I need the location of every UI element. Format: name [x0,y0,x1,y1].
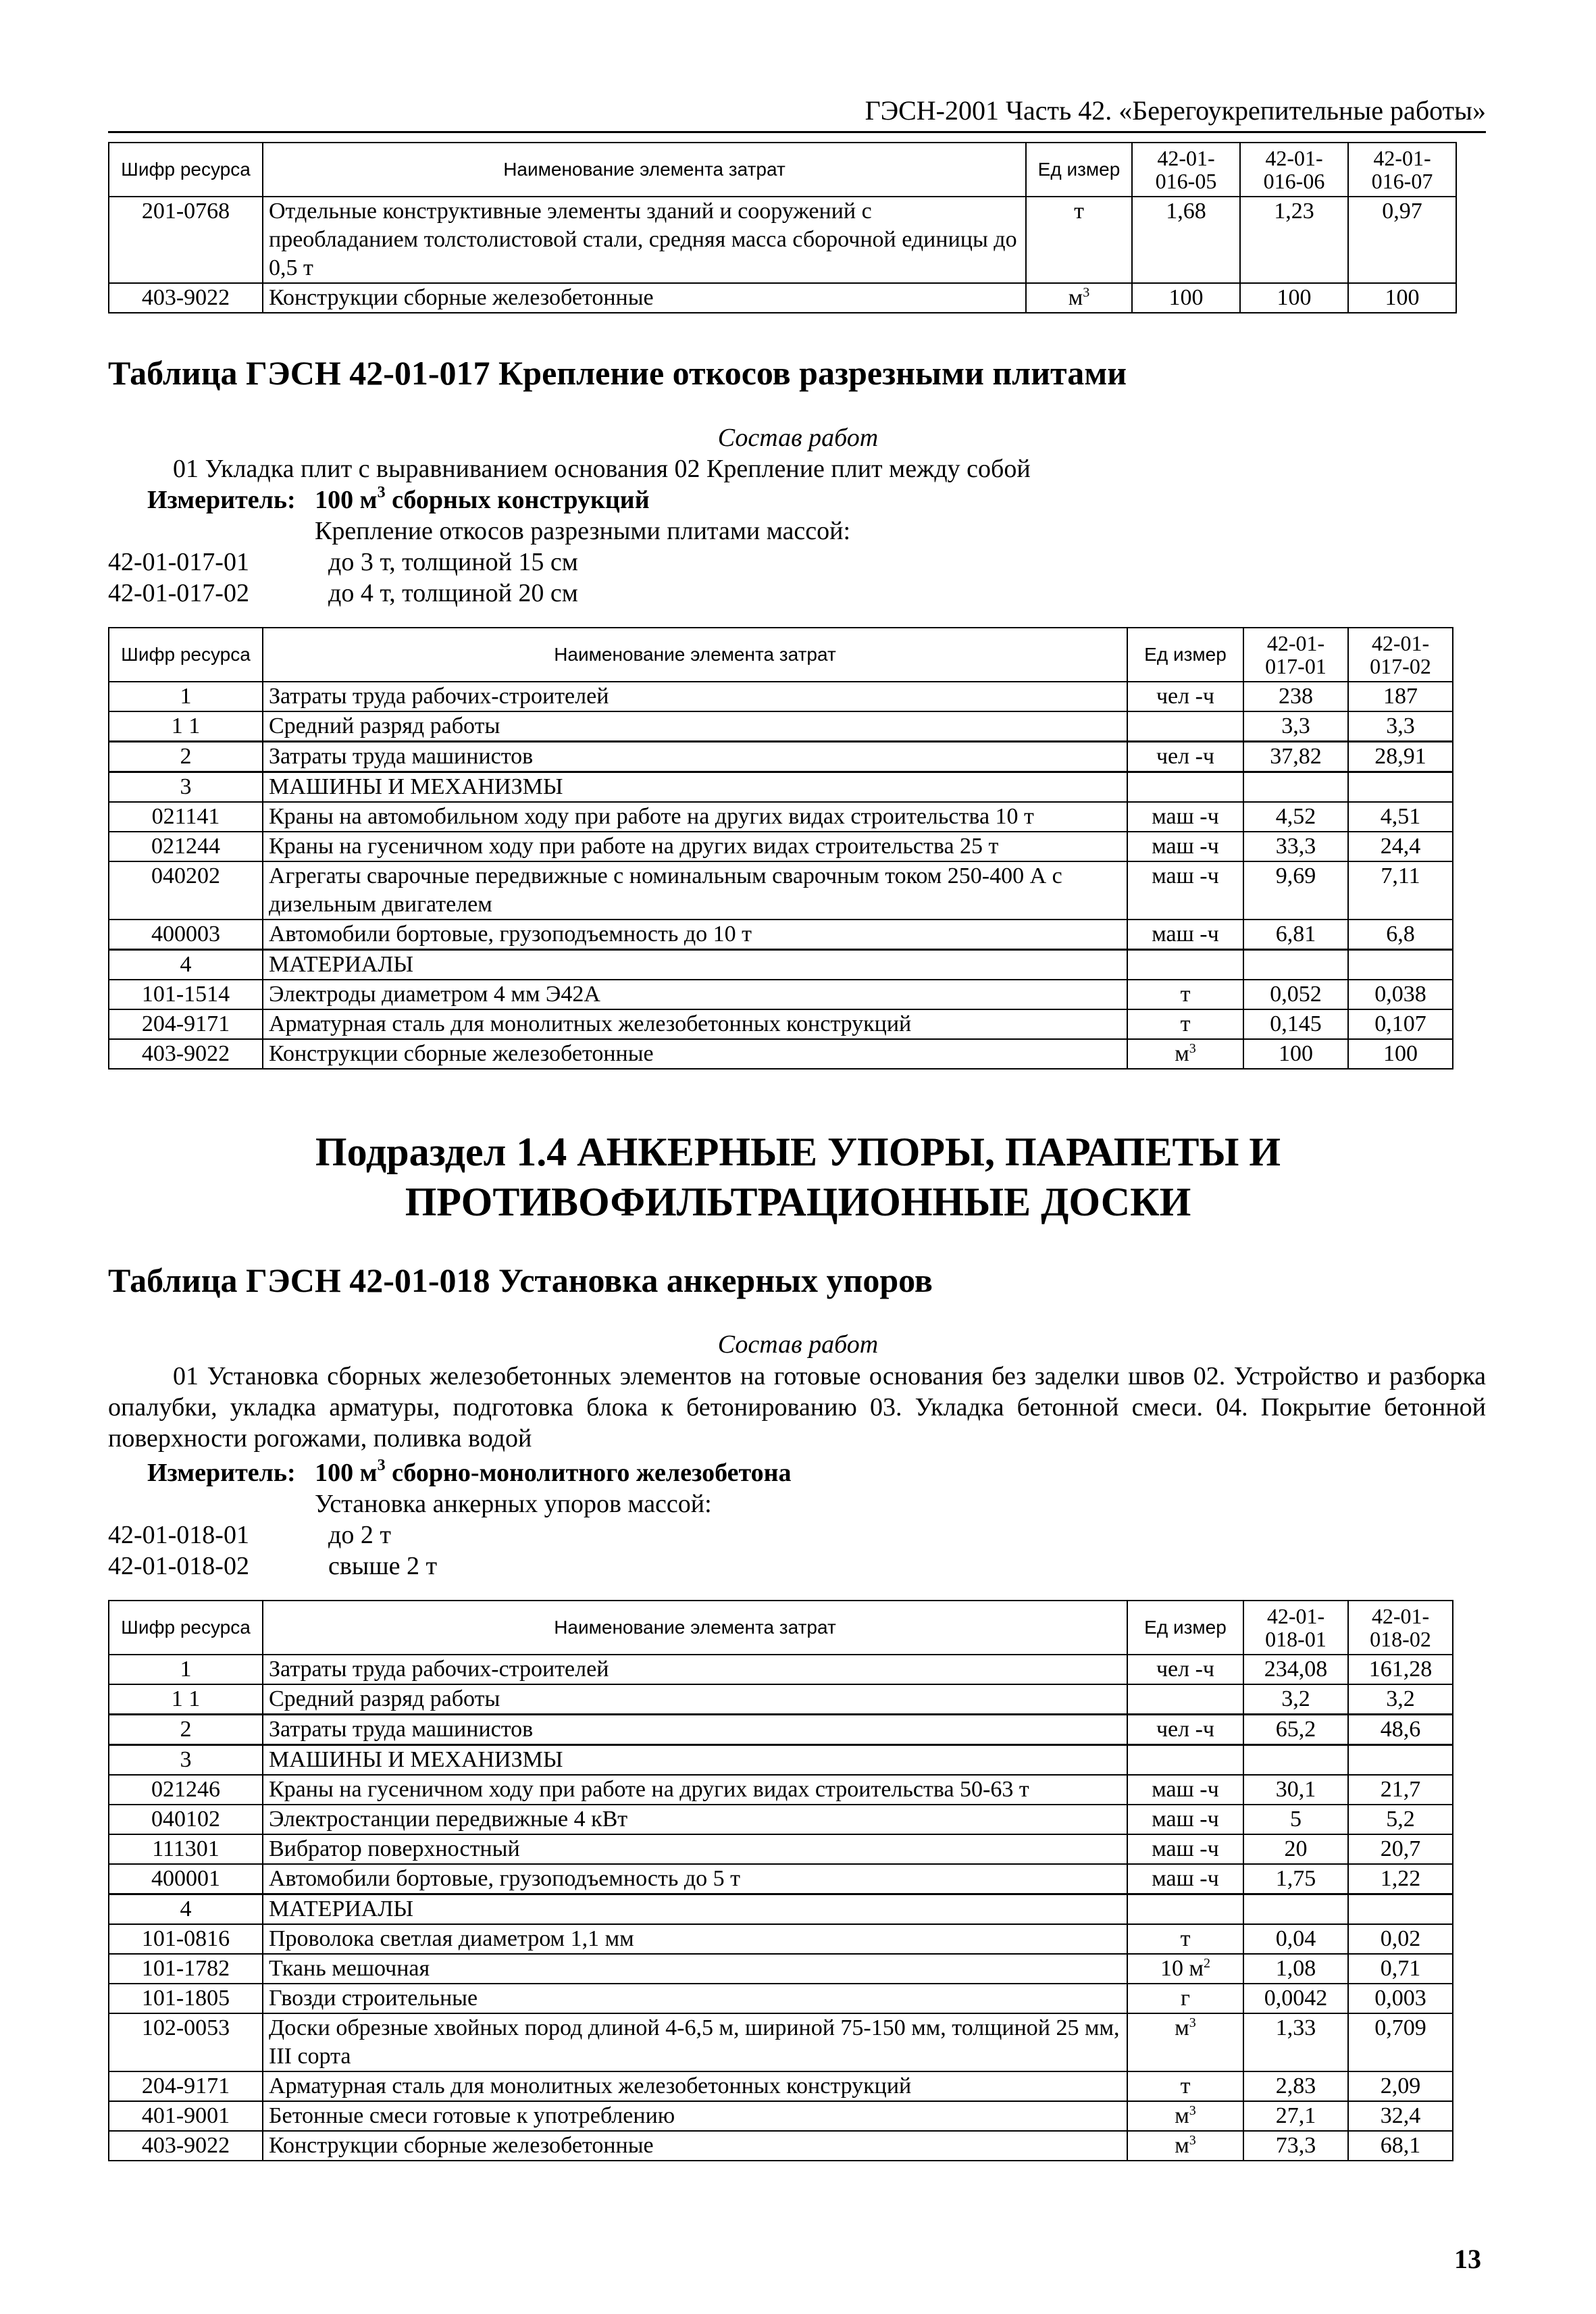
resource-name-cell: Краны на гусеничном ходу при работе на других видах строительства 25 т [263,832,1127,861]
resource-name-cell: Краны на гусеничном ходу при работе на других видах строительства 50-63 т [263,1775,1127,1805]
value-cell: 0,038 [1348,980,1453,1009]
value-cell: 30,1 [1243,1775,1348,1805]
table-row [109,2101,1453,2131]
resource-name-cell: Вибратор поверхностный [263,1834,1127,1864]
table-row [109,1655,1453,1684]
resource-code-cell: 021141 [109,802,263,832]
resource-code-cell: 1 [109,682,263,711]
value-cell: 238 [1243,682,1348,711]
unit-label: т [1180,1926,1191,1951]
table-017-title: Таблица ГЭСН 42-01-017 Крепление откосов разрезными плитами [108,354,1127,392]
resource-code-cell: 111301 [109,1834,263,1864]
unit-label: т [1180,2073,1191,2098]
value-cell: 2,09 [1348,2071,1453,2101]
unit-cell [1127,1924,1243,1954]
resource-name-cell: Затраты труда машинистов [263,1715,1127,1745]
resource-code-cell: 2 [109,1715,263,1745]
value-cell: 0,02 [1348,1924,1453,1954]
unit-cell [1127,711,1243,742]
value-cell [1348,1745,1453,1776]
unit-label: $м^3$ [1175,2103,1196,2128]
table-row [109,1009,1453,1039]
resource-code-cell: 4 [109,1894,263,1925]
variant-code: 42-01-017-01 [108,548,249,576]
unit-label: т [1180,1011,1191,1036]
resource-code-cell: 040202 [109,861,263,920]
unit-label: маш -ч [1152,1866,1219,1891]
resource-code-cell: 101-1514 [109,980,263,1009]
section-row [109,950,1453,980]
resource-name-cell: МАТЕРИАЛЫ [263,950,1127,980]
unit-cell [1127,1655,1243,1684]
unit-label: маш -ч [1152,1807,1219,1832]
header-name: Наименование элемента затрат [263,628,1127,682]
resource-name-cell: Проволока светлая диаметром 1,1 мм [263,1924,1127,1954]
resource-code-cell: 400003 [109,920,263,950]
header-variant: 42-01-016-06 [1240,143,1348,197]
unit-cell [1127,1954,1243,1984]
resource-table-016 [108,142,1457,313]
table-row [109,1715,1453,1745]
table-row [109,2071,1453,2101]
works-list-018: 01 Установка сборных железобетонных элементов на готовые основания без заделки швов 02. Устройство и разборка опалубки, укладка арматуры, подготовка блока к бетонированию 03. Укладка бетонной смеси. 04. Покрытие бетонной поверхности рогожами, поливка водой [108,1362,1486,1453]
resource-name-cell: Электростанции передвижные 4 кВт [263,1805,1127,1834]
unit-cell [1127,832,1243,861]
resource-code-cell: 403-9022 [109,2131,263,2161]
value-cell: 73,3 [1243,2131,1348,2161]
value-cell: 161,28 [1348,1655,1453,1684]
meter-018: Измеритель: 100 $м^3$ сборно-монолитного железобетона [147,1457,792,1487]
value-cell [1243,1894,1348,1925]
unit-label: маш -ч [1152,922,1219,947]
unit-cell [1127,1039,1243,1069]
value-cell: 48,6 [1348,1715,1453,1745]
value-cell: 2,83 [1243,2071,1348,2101]
value-cell: 4,51 [1348,802,1453,832]
table-row [109,283,1456,313]
resource-code-cell: 1 [109,1655,263,1684]
resource-code-cell: 204-9171 [109,2071,263,2101]
resource-name-cell: Арматурная сталь для монолитных железобетонных конструкций [263,1009,1127,1039]
running-title: ГЭСН-2001 Часть 42. «Берегоукрепительные работы» [865,95,1486,126]
table-row [109,1864,1453,1894]
unit-label: чел -ч [1156,744,1215,769]
table-row [109,980,1453,1009]
value-cell: 6,8 [1348,920,1453,950]
value-cell: 0,107 [1348,1009,1453,1039]
unit-cell [1127,2071,1243,2101]
unit-label: т [1074,199,1084,224]
value-cell: 3,2 [1348,1684,1453,1715]
section-row [109,1745,1453,1776]
header-code: Шифр ресурса [109,1601,263,1655]
unit-cell [1127,1894,1243,1925]
value-cell: 0,003 [1348,1984,1453,2013]
resource-name-cell: Конструкции сборные железобетонные [263,283,1026,313]
resource-name-cell: Конструкции сборные железобетонные [263,1039,1127,1069]
value-cell: 3,3 [1243,711,1348,742]
header-code: Шифр ресурса [109,143,263,197]
header-variant: 42-01-018-02 [1348,1601,1453,1655]
table-row [109,1954,1453,1984]
sostav-label-018: Состав работ [717,1330,879,1359]
value-cell [1243,1745,1348,1776]
value-cell: 1,08 [1243,1954,1348,1984]
value-cell: 100 [1132,283,1240,313]
value-cell: 1,22 [1348,1864,1453,1894]
resource-code-cell: 401-9001 [109,2101,263,2131]
page-number: 13 [1454,2244,1481,2274]
resource-name-cell: Средний разряд работы [263,711,1127,742]
unit-cell [1127,861,1243,920]
table-row [109,197,1456,283]
header-variant: 42-01-016-07 [1348,143,1456,197]
meter-017: Измеритель: 100 $м^3$ сборных конструкций [147,484,650,514]
unit-cell [1127,1864,1243,1894]
value-cell: 6,81 [1243,920,1348,950]
unit-cell [1127,1009,1243,1039]
value-cell [1348,950,1453,980]
unit-label: 10 $м^2$ [1160,1956,1210,1981]
value-cell: 68,1 [1348,2131,1453,2161]
resource-code-cell: 403-9022 [109,283,263,313]
unit-label: чел -ч [1156,1657,1215,1682]
unit-cell [1127,1775,1243,1805]
value-cell: 0,052 [1243,980,1348,1009]
resource-name-cell: Электроды диаметром 4 мм Э42А [263,980,1127,1009]
value-cell: 100 [1240,283,1348,313]
value-cell: 234,08 [1243,1655,1348,1684]
resource-name-cell: МАШИНЫ И МЕХАНИЗМЫ [263,1745,1127,1776]
resource-name-cell: Гвозди строительные [263,1984,1127,2013]
unit-cell [1127,1805,1243,1834]
value-cell: 0,97 [1348,197,1456,283]
table-row [109,1834,1453,1864]
unit-cell [1127,1715,1243,1745]
value-cell [1243,772,1348,803]
value-cell: 187 [1348,682,1453,711]
resource-code-cell: 2 [109,742,263,772]
unit-label: чел -ч [1156,684,1215,709]
resource-code-cell: 400001 [109,1864,263,1894]
resource-name-cell: Автомобили бортовые, грузоподъемность до 5 т [263,1864,1127,1894]
unit-label: маш -ч [1152,1836,1219,1861]
table-row [109,920,1453,950]
unit-cell [1127,1984,1243,2013]
subsection-line: Подраздел 1.4 АНКЕРНЫЕ УПОРЫ, ПАРАПЕТЫ И [315,1130,1281,1174]
table-row [109,711,1453,742]
resource-name-cell: Агрегаты сварочные передвижные с номинальным сварочным током 250-400 А с дизельным двигателем [263,861,1127,920]
table-row [109,1684,1453,1715]
header-unit: Ед измер [1127,1601,1243,1655]
value-cell: 100 [1348,283,1456,313]
resource-code-cell: 4 [109,950,263,980]
value-cell: 33,3 [1243,832,1348,861]
unit-cell [1127,980,1243,1009]
value-cell: 20,7 [1348,1834,1453,1864]
unit-cell [1127,2101,1243,2131]
unit-label: $м^3$ [1175,2015,1196,2040]
value-cell: 1,23 [1240,197,1348,283]
table-row [109,1039,1453,1069]
unit-cell [1127,742,1243,772]
table-018-title: Таблица ГЭСН 42-01-018 Установка анкерных упоров [108,1261,933,1299]
subsection-heading [0,1127,1596,1227]
value-cell: 5 [1243,1805,1348,1834]
resource-name-cell: МАШИНЫ И МЕХАНИЗМЫ [263,772,1127,803]
value-cell: 32,4 [1348,2101,1453,2131]
resource-name-cell: Автомобили бортовые, грузоподъемность до 10 т [263,920,1127,950]
unit-label: маш -ч [1152,834,1219,859]
resource-code-cell: 102-0053 [109,2013,263,2071]
value-cell: 3,2 [1243,1684,1348,1715]
unit-label: $м^3$ [1175,1041,1196,1066]
value-cell: 1,75 [1243,1864,1348,1894]
resource-name-cell: Затраты труда машинистов [263,742,1127,772]
unit-cell [1127,802,1243,832]
table-row [109,861,1453,920]
table-row [109,1924,1453,1954]
unit-cell [1127,920,1243,950]
value-cell: 0,71 [1348,1954,1453,1984]
value-cell [1243,950,1348,980]
unit-label: маш -ч [1152,1777,1219,1802]
table-row [109,682,1453,711]
value-cell: 100 [1348,1039,1453,1069]
section-row [109,772,1453,803]
resource-name-cell: Отдельные конструктивные элементы зданий и сооружений с преобладанием толстолистовой стали, средняя масса сборочной единицы до 0,5 т [263,197,1026,283]
variant-code: 42-01-017-02 [108,579,249,607]
value-cell: 7,11 [1348,861,1453,920]
value-cell: 21,7 [1348,1775,1453,1805]
resource-name-cell: Конструкции сборные железобетонные [263,2131,1127,2161]
unit-cell [1127,1834,1243,1864]
header-name: Наименование элемента затрат [263,1601,1127,1655]
value-cell: 1,33 [1243,2013,1348,2071]
resource-code-cell: 101-1782 [109,1954,263,1984]
value-cell [1348,772,1453,803]
resource-code-cell: 201-0768 [109,197,263,283]
unit-label: чел -ч [1156,1717,1215,1742]
unit-cell [1127,950,1243,980]
value-cell: 0,04 [1243,1924,1348,1954]
table-row [109,1775,1453,1805]
value-cell: 37,82 [1243,742,1348,772]
resource-code-cell: 204-9171 [109,1009,263,1039]
header-variant: 42-01-016-05 [1132,143,1240,197]
value-cell: 100 [1243,1039,1348,1069]
resource-name-cell: Арматурная сталь для монолитных железобетонных конструкций [263,2071,1127,2101]
unit-cell [1026,197,1132,283]
resource-code-cell: 101-1805 [109,1984,263,2013]
header-variant: 42-01-017-02 [1348,628,1453,682]
unit-cell [1127,2013,1243,2071]
resource-code-cell: 1 1 [109,711,263,742]
section-row [109,1894,1453,1925]
header-unit: Ед измер [1026,143,1132,197]
unit-label: $м^3$ [1175,2133,1196,2158]
value-cell: 20 [1243,1834,1348,1864]
resource-name-cell: Краны на автомобильном ходу при работе на других видах строительства 10 т [263,802,1127,832]
resource-code-cell: 021244 [109,832,263,861]
resource-name-cell: Средний разряд работы [263,1684,1127,1715]
header-unit: Ед измер [1127,628,1243,682]
table-row [109,1984,1453,2013]
header-name: Наименование элемента затрат [263,143,1026,197]
variant-code: 42-01-018-02 [108,1552,249,1580]
subsection-line: ПРОТИВОФИЛЬТРАЦИОННЫЕ ДОСКИ [405,1180,1191,1224]
table-row [109,1805,1453,1834]
value-cell: 5,2 [1348,1805,1453,1834]
variants-intro-018: Установка анкерных упоров массой: [315,1490,712,1518]
variants-intro-017: Крепление откосов разрезными плитами массой: [315,517,851,545]
variant-text: свыше 2 т [328,1552,438,1580]
unit-label: маш -ч [1152,863,1219,888]
resource-code-cell: 101-0816 [109,1924,263,1954]
value-cell: 65,2 [1243,1715,1348,1745]
value-cell: 0,709 [1348,2013,1453,2071]
variant-code: 42-01-018-01 [108,1521,249,1549]
table-row [109,742,1453,772]
resource-code-cell: 3 [109,1745,263,1776]
resource-name-cell: МАТЕРИАЛЫ [263,1894,1127,1925]
table-row [109,802,1453,832]
resource-table-018 [108,1600,1453,2161]
unit-label: маш -ч [1152,804,1219,829]
resource-name-cell: Затраты труда рабочих-строителей [263,682,1127,711]
unit-label: т [1180,982,1191,1007]
resource-name-cell: Затраты труда рабочих-строителей [263,1655,1127,1684]
unit-cell [1127,682,1243,711]
variant-text: до 2 т [328,1521,391,1549]
header-variant: 42-01-017-01 [1243,628,1348,682]
unit-label: г [1181,1986,1190,2011]
resource-code-cell: 403-9022 [109,1039,263,1069]
unit-label: $м^3$ [1068,285,1090,310]
resource-code-cell: 040102 [109,1805,263,1834]
resource-table-017 [108,627,1453,1070]
value-cell: 28,91 [1348,742,1453,772]
resource-name-cell: Ткань мешочная [263,1954,1127,1984]
unit-cell [1127,2131,1243,2161]
resource-code-cell: 1 1 [109,1684,263,1715]
unit-cell [1127,772,1243,803]
resource-code-cell: 021246 [109,1775,263,1805]
unit-cell [1127,1745,1243,1776]
value-cell: 3,3 [1348,711,1453,742]
header-variant: 42-01-018-01 [1243,1601,1348,1655]
resource-name-cell: Бетонные смеси готовые к употреблению [263,2101,1127,2131]
table-row [109,2013,1453,2071]
value-cell: 0,0042 [1243,1984,1348,2013]
variant-text: до 3 т, толщиной 15 см [328,548,578,576]
header-code: Шифр ресурса [109,628,263,682]
unit-cell [1026,283,1132,313]
value-cell: 4,52 [1243,802,1348,832]
value-cell: 24,4 [1348,832,1453,861]
running-header [108,95,1486,133]
sostav-label-017: Состав работ [717,424,879,452]
table-row [109,2131,1453,2161]
value-cell: 27,1 [1243,2101,1348,2131]
table-row [109,832,1453,861]
resource-code-cell: 3 [109,772,263,803]
variant-text: до 4 т, толщиной 20 см [328,579,578,607]
value-cell: 9,69 [1243,861,1348,920]
resource-name-cell: Доски обрезные хвойных пород длиной 4-6,5 м, шириной 75-150 мм, толщиной 25 мм, III сорта [263,2013,1127,2071]
works-list-017: 01 Укладка плит с выравниванием основания 02 Крепление плит между собой [173,455,1031,483]
value-cell: 1,68 [1132,197,1240,283]
value-cell [1348,1894,1453,1925]
value-cell: 0,145 [1243,1009,1348,1039]
unit-cell [1127,1684,1243,1715]
